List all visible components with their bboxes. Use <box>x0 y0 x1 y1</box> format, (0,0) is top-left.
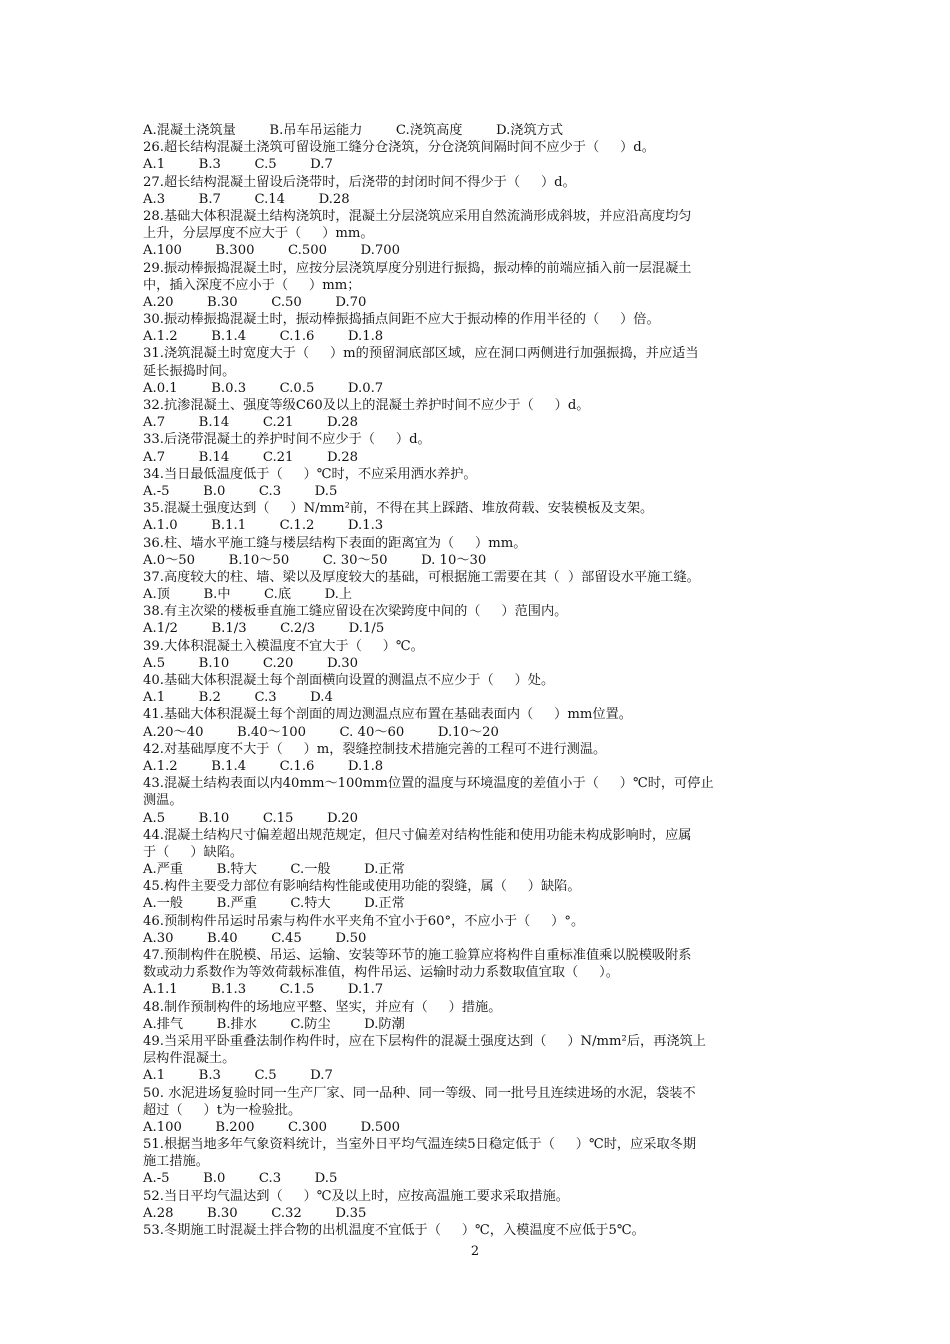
text-line: A.20 B.30 C.50 D.70 <box>143 294 367 310</box>
text-line: 层构件混凝土。 <box>143 1051 236 1067</box>
text-line: 52.当日平均气温达到（ ）℃及以上时，应按高温施工要求采取措施。 <box>143 1188 569 1204</box>
text-line: 超过（ ）t为一检验批。 <box>143 1102 302 1118</box>
text-line: A.30 B.40 C.45 D.50 <box>143 930 367 946</box>
text-line: 49.当采用平卧重叠法制作构件时，应在下层构件的混凝土强度达到（ ）N/mm²后，再浇筑上 <box>143 1033 706 1049</box>
text-line: A.5 B.10 C.15 D.20 <box>143 810 359 826</box>
text-line: A.28 B.30 C.32 D.35 <box>143 1205 367 1221</box>
text-line: A.1 B.3 C.5 D.7 <box>143 157 333 173</box>
text-line: A.1.2 B.1.4 C.1.6 D.1.8 <box>143 329 384 345</box>
text-line: A.-5 B.0 C.3 D.5 <box>143 483 338 499</box>
text-line: 38.有主次梁的楼板垂直施工缝应留设在次梁跨度中间的（ ）范围内。 <box>143 604 568 620</box>
text-line: 29.振动棒振捣混凝土时，应按分层浇筑厚度分别进行振捣，振动棒的前端应插入前一层混凝土 <box>143 260 692 276</box>
text-line: A.1/2 B.1/3 C.2/3 D.1/5 <box>143 621 385 637</box>
text-line: 34.当日最低温度低于（ ）℃时，不应采用洒水养护。 <box>143 466 477 482</box>
text-line: 于（ ）缺陷。 <box>143 844 244 860</box>
text-line: 45.构件主要受力部位有影响结构性能或使用功能的裂缝，属（ ）缺陷。 <box>143 879 581 895</box>
text-line: 47.预制构件在脱模、吊运、运输、安装等环节的施工验算应将构件自重标准值乘以脱模吸附系 <box>143 948 692 963</box>
text-line: A.0.1 B.0.3 C.0.5 D.0.7 <box>143 380 384 396</box>
text-line: A.混凝土浇筑量 B.吊车吊运能力 C.浇筑高度 D.浇筑方式 <box>143 123 564 138</box>
text-line: A.一般 B.严重 C.特大 D.正常 <box>143 896 405 912</box>
text-line: 27.超长结构混凝土留设后浇带时，后浇带的封闭时间不得少于（ ）d。 <box>143 174 576 190</box>
text-line: 数或动力系数作为等效荷载标准值，构件吊运、运输时动力系数取值宜取（ ）。 <box>143 965 619 981</box>
text-line: 51.根据当地多年气象资料统计，当室外日平均气温连续5日稳定低于（ ）℃时，应采取冬期 <box>143 1137 697 1153</box>
page-number: 2 <box>470 1244 480 1259</box>
text-line: A.排气 B.排水 C.防尘 D.防潮 <box>143 1016 405 1032</box>
text-line: 33.后浇带混凝土的养护时间不应少于（ ）d。 <box>143 432 431 448</box>
text-line: 44.混凝土结构尺寸偏差超出规范规定，但尺寸偏差对结构性能和使用功能未构成影响时，应属 <box>143 827 692 843</box>
text-line: A.顶 B.中 C.底 D.上 <box>143 587 353 603</box>
text-line: 28.基础大体积混凝土结构浇筑时，混凝土分层浇筑应采用自然流淌形成斜坡，并应沿高度均匀 <box>143 208 692 224</box>
text-line: 39.大体积混凝土入模温度不宜大于（ ）℃。 <box>143 638 424 654</box>
text-line: A.0～50 B.10～50 C. 30～50 D. 10～30 <box>143 552 487 568</box>
text-line: 上升，分层厚度不应大于（ ）mm。 <box>143 226 374 242</box>
text-line: A.100 B.200 C.300 D.500 <box>143 1119 400 1135</box>
text-line: 46.预制构件吊运时吊索与构件水平夹角不宜小于60°，不应小于（ ）°。 <box>143 913 585 929</box>
text-line: A.100 B.300 C.500 D.700 <box>143 243 400 259</box>
text-line: 26.超长结构混凝土浇筑可留设施工缝分仓浇筑，分仓浇筑间隔时间不应少于（ ）d。 <box>143 140 655 156</box>
text-line: 43.混凝土结构表面以内40mm～100mm位置的温度与环境温度的差值小于（ ）℃时，可停止 <box>143 776 714 792</box>
text-line: A.1.1 B.1.3 C.1.5 D.1.7 <box>143 982 384 998</box>
document-body <box>143 122 843 1239</box>
text-line: 31.浇筑混凝土时宽度大于（ ）m的预留洞底部区域，应在洞口两侧进行加强振捣，并应适当 <box>143 346 699 362</box>
text-line: 50. 水泥进场复验时同一生产厂家、同一品种、同一等级、同一批号且连续进场的水泥，袋装不 <box>143 1085 696 1101</box>
text-line: A.1.0 B.1.1 C.1.2 D.1.3 <box>143 518 384 534</box>
text-line: 中，插入深度不应小于（ ）mm； <box>143 277 361 293</box>
text-line: A.5 B.10 C.20 D.30 <box>143 655 359 671</box>
text-line: 测温。 <box>143 793 183 809</box>
text-line: 32.抗渗混凝土、强度等级C60及以上的混凝土养护时间不应少于（ ）d。 <box>143 398 590 413</box>
text-line: 42.对基础厚度不大于（ ）m，裂缝控制技术措施完善的工程可不进行测温。 <box>143 741 607 757</box>
text-line: A.20～40 B.40～100 C. 40～60 D.10～20 <box>143 724 499 740</box>
text-line: 53.冬期施工时混凝土拌合物的出机温度不宜低于（ ）℃，入模温度不应低于5℃。 <box>143 1223 645 1238</box>
text-line: A.1 B.3 C.5 D.7 <box>143 1068 333 1084</box>
text-line: 41.基础大体积混凝土每个剖面的周边测温点应布置在基础表面内（ ）mm位置。 <box>143 707 632 723</box>
text-line: 30.振动棒振捣混凝土时，振动棒振捣插点间距不应大于振动棒的作用半径的（ ）倍。 <box>143 312 660 328</box>
text-line: A.-5 B.0 C.3 D.5 <box>143 1171 338 1187</box>
text-line: 35.混凝土强度达到（ ）N/mm²前，不得在其上踩踏、堆放荷载、安装模板及支架。 <box>143 501 654 517</box>
text-line: 48.制作预制构件的场地应平整、坚实，并应有（ ）措施。 <box>143 999 502 1015</box>
text-line: 施工措施。 <box>143 1154 209 1170</box>
text-line: A.严重 B.特大 C.一般 D.正常 <box>143 862 405 878</box>
text-line: 40.基础大体积混凝土每个剖面横向设置的测温点不应少于（ ）处。 <box>143 673 555 688</box>
text-line: A.7 B.14 C.21 D.28 <box>143 415 359 431</box>
text-line: A.1.2 B.1.4 C.1.6 D.1.8 <box>143 758 384 774</box>
text-line: A.3 B.7 C.14 D.28 <box>143 191 350 207</box>
text-line: 延长振捣时间。 <box>143 363 236 379</box>
text-line: A.1 B.2 C.3 D.4 <box>143 690 333 706</box>
text-line: 37.高度较大的柱、墙、梁以及厚度较大的基础，可根据施工需要在其（ ）部留设水平施工缝。 <box>143 569 700 585</box>
text-line: A.7 B.14 C.21 D.28 <box>143 449 359 465</box>
text-line: 36.柱、墙水平施工缝与楼层结构下表面的距离宜为（ ）mm。 <box>143 535 527 551</box>
